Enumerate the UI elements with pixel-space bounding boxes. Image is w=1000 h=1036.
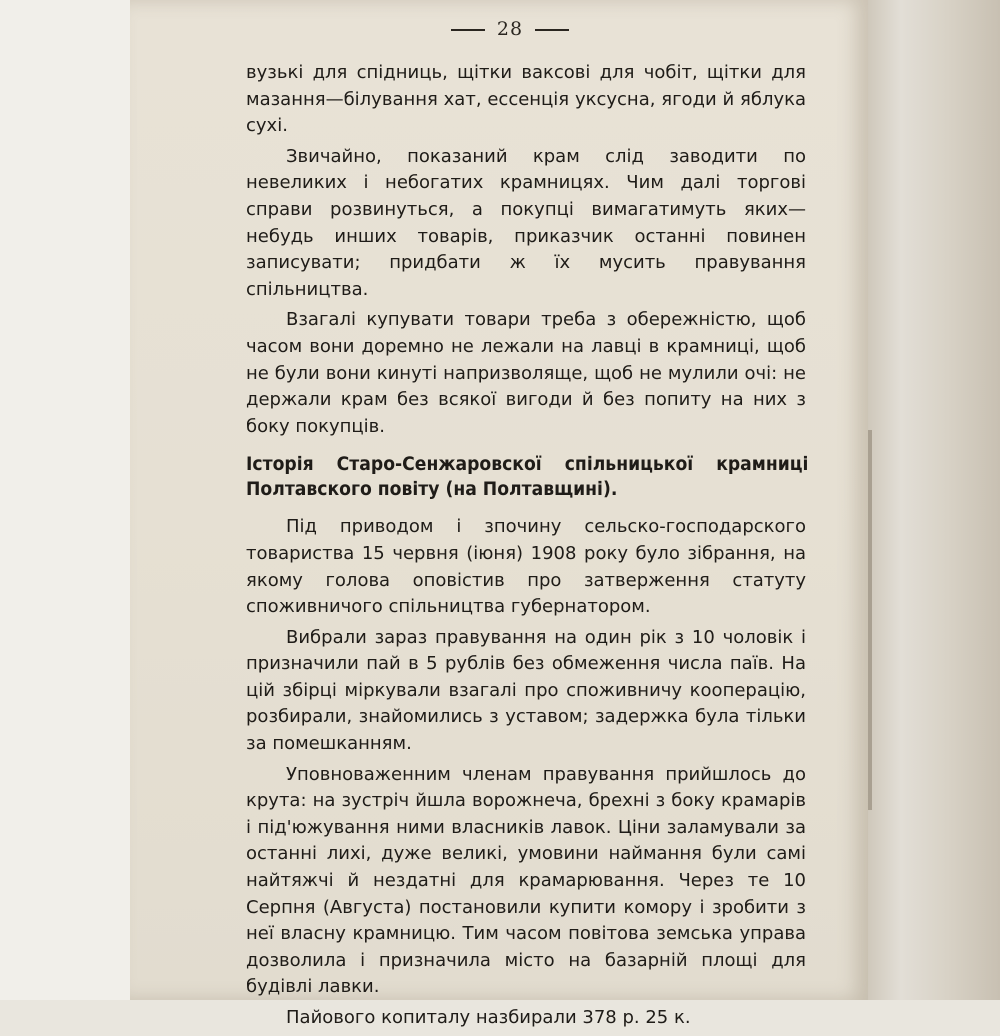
page-number: 28 [130,18,890,40]
paragraph: Вибрали зараз правування на один рік з 10 чоловік і призначили пай в 5 рублів без обмеження числа паїв. На цій збірці міркували взагалі про споживничу кооперацію, розбирали, знайомились з уставом; задержка була тільки за помешканням. [246,626,806,755]
paragraph: Звичайно, показаний крам слід заводити по невеликих і небогатих крамницях. Чим далі торгові справи розвинуться, а покупці вимагатимуть яких—небудь инших товарів, приказчик останні повинен записувати; придбати ж їх мусить правування спільництва. [246,145,806,300]
paragraph: Під приводом і зпочину сельско-господарского товариства 15 червня (іюня) 1908 року було зібрання, на якому голова оповістив про затверження статуту споживничого спільництва губернатором. [246,516,806,618]
paragraph: Уповноваженним членам правування прийшлось до крута: на зустріч йшла ворожнеча, брехні з боку крамарів і під'южування ними власників лавок. Ціни заламували за останні лихі, дуже великі, умовини наймання були самі найтяжчі й нездатні для крамарювання. Через те 10 Серпня (Августа) постановили купити комору і зробити з неї власну крамницю. Тим часом повітова земська управа дозволила і призначила місто на базарній площі для будівлі лавки. [246,763,806,998]
page-edge-line [868,430,872,810]
next-page-edge [868,0,1000,1000]
background-left [0,0,130,1000]
paragraph: вузькі для спідниць, щітки ваксові для чобіт, щітки для мазання—білування хат, ессенція уксусна, ягоди й яблука сухі. [246,62,806,137]
paragraph: Пайового копиталу назбирали 378 р. 25 к. [286,1007,691,1028]
book-page [130,0,868,1028]
section-heading: Історія Старо-Сенжаровскої спільницької крамниці Полтавского повіту (на Полтавщині). [246,454,809,501]
page-body [246,60,809,1036]
paragraph: Взагалі купувати товари треба з обережністю, щоб часом вони доремно не лежали на лавці в крамниці, щоб не були вони кинуті напризволяще, щоб не мулили очі: не держали крам без всякої вигоди й без попиту на них з боку покупців. [246,309,806,437]
